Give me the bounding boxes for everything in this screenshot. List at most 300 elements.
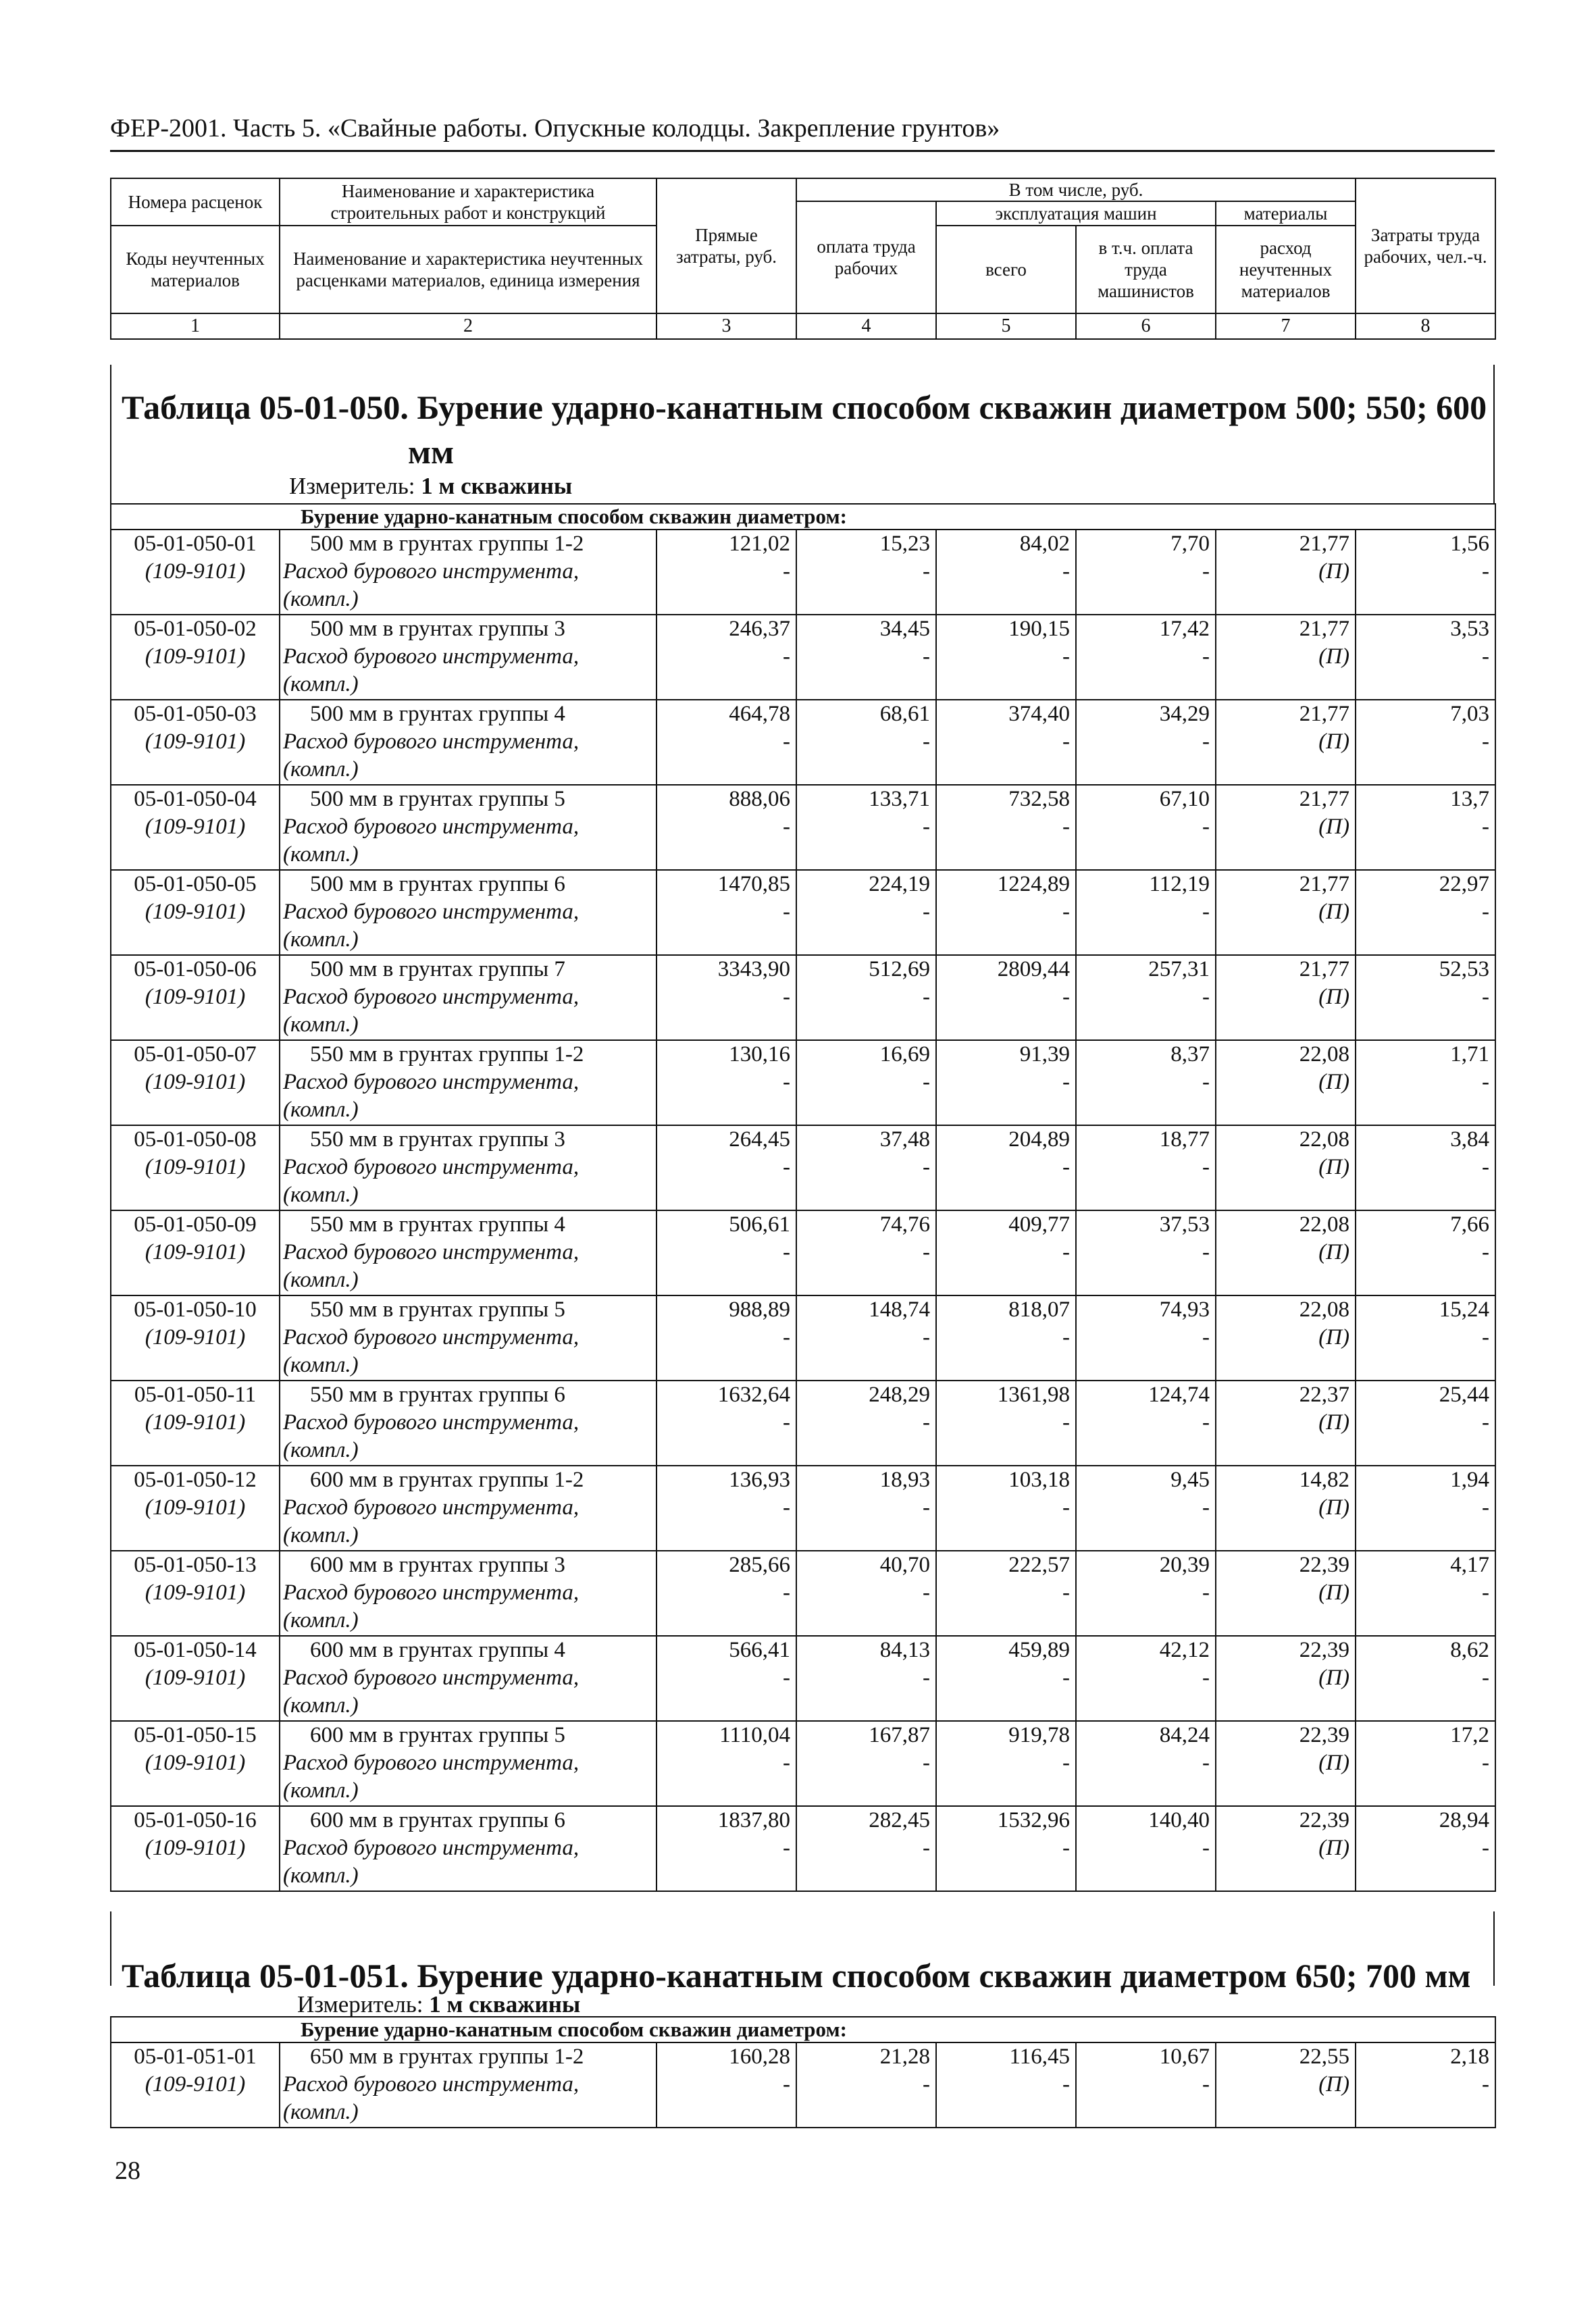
material-code-text: (109-9101): [145, 1495, 246, 1520]
rate-code: 05-01-050-14: [134, 1638, 257, 1662]
material-unit: (компл.): [283, 757, 359, 781]
column-number: 7: [1216, 313, 1356, 339]
dash: -: [1062, 1325, 1070, 1349]
dash: -: [783, 559, 790, 584]
meter-label: Измеритель:: [289, 473, 415, 499]
running-head: ФЕР-2001. Часть 5. «Свайные работы. Опускные колодцы. Закрепление грунтов»: [110, 114, 1000, 143]
work-name-cell: [280, 615, 657, 700]
header-including: В том числе, руб.: [796, 178, 1356, 201]
value-cell-c3: [657, 615, 796, 700]
value: 67,10: [1159, 787, 1210, 811]
value-cell-c8: [1356, 1466, 1495, 1551]
work-name-cell: [280, 530, 657, 615]
value-cell-c6: [1076, 1636, 1216, 1721]
column-number: 8: [1356, 313, 1495, 339]
table-row: [111, 870, 1495, 955]
material-code: [117, 1749, 274, 1777]
value: 190,15: [1008, 617, 1070, 641]
value-cell-c5: [936, 1636, 1076, 1721]
dash: -: [783, 644, 790, 669]
material-unit: (компл.): [283, 1268, 359, 1292]
work-name: 550 мм в грунтах группы 4: [310, 1212, 565, 1237]
dash: -: [1062, 1155, 1070, 1179]
work-name: 600 мм в грунтах группы 3: [310, 1553, 565, 1577]
work-name: 500 мм в грунтах группы 4: [310, 702, 565, 726]
value: 84,24: [1159, 1723, 1210, 1747]
value: 506,61: [729, 1212, 790, 1237]
frame-line: [1493, 365, 1495, 503]
dash: -: [923, 1751, 930, 1775]
material-name: Расход бурового инструмента,: [283, 1410, 580, 1435]
value: 21,77: [1299, 872, 1349, 896]
dash: -: [1202, 1155, 1210, 1179]
material-unit: (компл.): [283, 927, 359, 952]
rate-code: 05-01-050-01: [134, 532, 257, 556]
value-cell-c5: [936, 1125, 1076, 1210]
value: 224,19: [869, 872, 930, 896]
header-machines-total: всего: [936, 226, 1076, 313]
value: 22,97: [1439, 872, 1490, 896]
value-cell-c6: [1076, 1040, 1216, 1125]
dash: -: [1482, 644, 1490, 669]
value: 1470,85: [717, 872, 790, 896]
dash: -: [783, 1155, 790, 1179]
value-cell-c6: [1076, 2042, 1216, 2128]
norm-mark: (П): [1318, 644, 1349, 669]
material-name: Расход бурового инструмента,: [283, 1751, 580, 1775]
norm-mark: (П): [1318, 1240, 1349, 1264]
value: 103,18: [1008, 1468, 1070, 1492]
value: 1224,89: [997, 872, 1070, 896]
material-code-text: (109-9101): [145, 1836, 246, 1860]
value-cell-c8: [1356, 1721, 1495, 1806]
table-row: [111, 1125, 1495, 1210]
value: 10,67: [1159, 2045, 1210, 2069]
value: 136,93: [729, 1468, 790, 1492]
dash: -: [1202, 985, 1210, 1009]
value: 7,66: [1450, 1212, 1490, 1237]
value-cell-c6: [1076, 1466, 1216, 1551]
value: 7,70: [1170, 532, 1210, 556]
value: 1837,80: [717, 1808, 790, 1832]
dash: -: [783, 2072, 790, 2097]
value: 34,29: [1159, 702, 1210, 726]
value-cell-c3: [657, 700, 796, 785]
value: 17,2: [1450, 1723, 1490, 1747]
dash: -: [1202, 1070, 1210, 1094]
value: 25,44: [1439, 1383, 1490, 1407]
value-cell-c5: [936, 870, 1076, 955]
material-unit: (компл.): [283, 842, 359, 867]
norm-mark: (П): [1318, 729, 1349, 754]
material-code: [117, 558, 274, 586]
value: 888,06: [729, 787, 790, 811]
value-cell-c4: [796, 1806, 936, 1891]
value: 18,77: [1159, 1127, 1210, 1152]
value: 1110,04: [719, 1723, 790, 1747]
group-label: Бурение ударно-канатным способом скважин диаметром:: [111, 2017, 1495, 2042]
value: 22,55: [1299, 2045, 1349, 2069]
value: 22,08: [1299, 1127, 1349, 1152]
value-cell-c6: [1076, 530, 1216, 615]
norm-mark: (П): [1318, 1155, 1349, 1179]
value: 18,93: [879, 1468, 930, 1492]
material-unit: (компл.): [283, 1438, 359, 1462]
rate-code: 05-01-050-06: [134, 957, 257, 981]
value-cell-c4: [796, 1721, 936, 1806]
value-cell-c3: [657, 1295, 796, 1381]
header-machinist-wages: в т.ч. оплата труда машинистов: [1076, 226, 1216, 313]
dash: -: [783, 900, 790, 924]
value-cell-c3: [657, 1125, 796, 1210]
material-code-text: (109-9101): [145, 2072, 246, 2097]
value-cell-c4: [796, 2042, 936, 2128]
norm-mark: (П): [1318, 900, 1349, 924]
dash: -: [1202, 1836, 1210, 1860]
value: 459,89: [1008, 1638, 1070, 1662]
meter-value: 1 м скважины: [421, 473, 573, 499]
value-cell-c4: [796, 955, 936, 1040]
dash: -: [783, 1751, 790, 1775]
rate-code-cell: [111, 530, 280, 615]
material-name: Расход бурового инструмента,: [283, 1240, 580, 1264]
dash: -: [923, 2072, 930, 2097]
rate-code: 05-01-050-09: [134, 1212, 257, 1237]
value: 566,41: [729, 1638, 790, 1662]
rate-code-cell: [111, 1636, 280, 1721]
dash: -: [923, 1155, 930, 1179]
dash: -: [1482, 985, 1490, 1009]
table-row: [111, 1040, 1495, 1125]
value: 68,61: [879, 702, 930, 726]
material-code-text: (109-9101): [145, 1666, 246, 1690]
dash: -: [1202, 1751, 1210, 1775]
value: 15,23: [879, 532, 930, 556]
column-header-table: [110, 178, 1496, 340]
dash: -: [1202, 900, 1210, 924]
dash: -: [923, 1070, 930, 1094]
value-cell-c4: [796, 615, 936, 700]
value-cell-c5: [936, 530, 1076, 615]
dash: -: [1202, 1410, 1210, 1435]
value: 116,45: [1009, 2045, 1070, 2069]
rate-code-cell: [111, 615, 280, 700]
material-unit: (компл.): [283, 587, 359, 611]
dash: -: [923, 1325, 930, 1349]
value-cell-c5: [936, 955, 1076, 1040]
value: 130,16: [729, 1042, 790, 1066]
table-row: [111, 1295, 1495, 1381]
value: 40,70: [879, 1553, 930, 1577]
norm-mark: (П): [1318, 1070, 1349, 1094]
rate-code: 05-01-050-16: [134, 1808, 257, 1832]
material-code: [117, 643, 274, 671]
dash: -: [1202, 1240, 1210, 1264]
header-labor-costs: Затраты труда рабочих, чел.-ч.: [1356, 178, 1495, 313]
table-row: [111, 785, 1495, 870]
frame-line: [110, 365, 111, 503]
header-direct-costs: Прямые затраты, руб.: [657, 178, 796, 313]
material-code-text: (109-9101): [145, 1410, 246, 1435]
table-row: [111, 1466, 1495, 1551]
dash: -: [1482, 1155, 1490, 1179]
value: 1,56: [1450, 532, 1490, 556]
value: 285,66: [729, 1553, 790, 1577]
header-wages: оплата труда рабочих: [796, 201, 936, 313]
material-unit: (компл.): [283, 1183, 359, 1207]
material-code-text: (109-9101): [145, 559, 246, 584]
value-cell-c8: [1356, 1040, 1495, 1125]
dash: -: [783, 1070, 790, 1094]
frame-line: [110, 1911, 111, 1986]
dash: -: [1062, 900, 1070, 924]
group-row: [111, 2017, 1495, 2042]
rate-code: 05-01-050-02: [134, 617, 257, 641]
value-cell-c8: [1356, 955, 1495, 1040]
material-name: Расход бурового инструмента,: [283, 1836, 580, 1860]
meter-label: Измеритель:: [297, 1991, 423, 2017]
value: 133,71: [869, 787, 930, 811]
dash: -: [923, 985, 930, 1009]
value-cell-c7: [1216, 955, 1356, 1040]
value: 121,02: [729, 532, 790, 556]
value-cell-c5: [936, 785, 1076, 870]
rate-code: 05-01-050-11: [134, 1383, 257, 1407]
dash: -: [1482, 1580, 1490, 1605]
value-cell-c3: [657, 785, 796, 870]
value-cell-c7: [1216, 530, 1356, 615]
value-cell-c4: [796, 1295, 936, 1381]
rate-code-cell: [111, 1040, 280, 1125]
value-cell-c7: [1216, 615, 1356, 700]
value: 3,53: [1450, 617, 1490, 641]
dash: -: [783, 1240, 790, 1264]
dash: -: [923, 1495, 930, 1520]
value-cell-c8: [1356, 1381, 1495, 1466]
dash: -: [783, 729, 790, 754]
value-cell-c4: [796, 785, 936, 870]
value-cell-c7: [1216, 870, 1356, 955]
rate-code: 05-01-050-07: [134, 1042, 257, 1066]
dash: -: [1202, 2072, 1210, 2097]
value: 112,19: [1149, 872, 1210, 896]
material-code: [117, 1664, 274, 1692]
rate-code-cell: [111, 1551, 280, 1636]
value-cell-c5: [936, 1721, 1076, 1806]
value: 22,37: [1299, 1383, 1349, 1407]
material-code: [117, 728, 274, 756]
value-cell-c8: [1356, 1125, 1495, 1210]
dash: -: [1482, 1240, 1490, 1264]
dash: -: [1202, 1580, 1210, 1605]
material-unit: (компл.): [283, 1098, 359, 1122]
value-cell-c7: [1216, 1210, 1356, 1295]
rate-code-cell: [111, 1721, 280, 1806]
header-work-name: Наименование и характеристика строительных работ и конструкций: [280, 178, 657, 226]
value-cell-c5: [936, 1466, 1076, 1551]
work-name: 500 мм в грунтах группы 1-2: [310, 532, 584, 556]
value: 22,08: [1299, 1042, 1349, 1066]
dash: -: [1482, 1666, 1490, 1690]
value-cell-c3: [657, 955, 796, 1040]
value: 374,40: [1008, 702, 1070, 726]
dash: -: [1482, 1495, 1490, 1520]
value-cell-c5: [936, 700, 1076, 785]
value-cell-c8: [1356, 1551, 1495, 1636]
table-050-title: [122, 385, 1487, 474]
material-name: Расход бурового инструмента,: [283, 2072, 580, 2097]
value: 22,08: [1299, 1297, 1349, 1322]
value-cell-c3: [657, 1210, 796, 1295]
material-code-text: (109-9101): [145, 1155, 246, 1179]
rate-code: 05-01-050-04: [134, 787, 257, 811]
norm-mark: (П): [1318, 2072, 1349, 2097]
dash: -: [1202, 729, 1210, 754]
value: 7,03: [1450, 702, 1490, 726]
material-code: [117, 1494, 274, 1522]
material-unit: (компл.): [283, 1012, 359, 1037]
header-material-consumption: расход неучтенных материалов: [1216, 226, 1356, 313]
dash: -: [1482, 1410, 1490, 1435]
value: 22,39: [1299, 1808, 1349, 1832]
value: 22,39: [1299, 1723, 1349, 1747]
column-number: 2: [280, 313, 657, 339]
value-cell-c7: [1216, 785, 1356, 870]
header-materials: материалы: [1216, 201, 1356, 226]
value-cell-c5: [936, 1806, 1076, 1891]
dash: -: [1482, 1325, 1490, 1349]
table-row: [111, 2042, 1495, 2128]
material-unit: (компл.): [283, 1608, 359, 1632]
dash: -: [783, 1325, 790, 1349]
dash: -: [1482, 815, 1490, 839]
table-row: [111, 1636, 1495, 1721]
value: 22,39: [1299, 1553, 1349, 1577]
dash: -: [923, 1836, 930, 1860]
value-cell-c5: [936, 1551, 1076, 1636]
work-name-cell: [280, 700, 657, 785]
value-cell-c3: [657, 870, 796, 955]
dash: -: [1062, 559, 1070, 584]
value: 1,94: [1450, 1468, 1490, 1492]
dash: -: [1202, 1666, 1210, 1690]
material-name: Расход бурового инструмента,: [283, 1580, 580, 1605]
material-unit: (компл.): [283, 1778, 359, 1803]
rate-code: 05-01-051-01: [134, 2045, 257, 2069]
material-code: [117, 2071, 274, 2099]
value-cell-c8: [1356, 700, 1495, 785]
value-cell-c6: [1076, 1210, 1216, 1295]
value-cell-c7: [1216, 2042, 1356, 2128]
value: 52,53: [1439, 957, 1490, 981]
material-code: [117, 1834, 274, 1862]
rate-code-cell: [111, 1381, 280, 1466]
material-name: Расход бурового инструмента,: [283, 900, 580, 924]
dash: -: [1482, 1836, 1490, 1860]
material-name: Расход бурового инструмента,: [283, 815, 580, 839]
value: 1361,98: [997, 1383, 1070, 1407]
value: 22,08: [1299, 1212, 1349, 1237]
material-unit: (компл.): [283, 672, 359, 696]
material-code-text: (109-9101): [145, 644, 246, 669]
dash: -: [923, 1666, 930, 1690]
dash: -: [1482, 729, 1490, 754]
rate-code-cell: [111, 2042, 280, 2128]
norm-mark: (П): [1318, 1666, 1349, 1690]
value-cell-c3: [657, 1721, 796, 1806]
rate-code-cell: [111, 870, 280, 955]
work-name: 650 мм в грунтах группы 1-2: [310, 2045, 584, 2069]
table-050-title-line2: мм: [408, 433, 455, 471]
value: 84,13: [879, 1638, 930, 1662]
dash: -: [783, 1836, 790, 1860]
value-cell-c8: [1356, 1210, 1495, 1295]
work-name: 500 мм в грунтах группы 7: [310, 957, 565, 981]
dash: -: [1062, 815, 1070, 839]
rate-code-cell: [111, 955, 280, 1040]
value: 160,28: [729, 2045, 790, 2069]
value-cell-c7: [1216, 1806, 1356, 1891]
value: 124,74: [1148, 1383, 1210, 1407]
work-name-cell: [280, 1636, 657, 1721]
dash: -: [1062, 1836, 1070, 1860]
dash: -: [923, 559, 930, 584]
material-name: Расход бурового инструмента,: [283, 729, 580, 754]
value-cell-c7: [1216, 1721, 1356, 1806]
value: 21,77: [1299, 957, 1349, 981]
value-cell-c4: [796, 1210, 936, 1295]
value: 257,31: [1148, 957, 1210, 981]
table-row: [111, 955, 1495, 1040]
value: 988,89: [729, 1297, 790, 1322]
value-cell-c7: [1216, 1551, 1356, 1636]
dash: -: [923, 729, 930, 754]
dash: -: [1482, 2072, 1490, 2097]
value-cell-c6: [1076, 1125, 1216, 1210]
value: 1532,96: [997, 1808, 1070, 1832]
value: 167,87: [869, 1723, 930, 1747]
table-050-meter: [289, 473, 572, 500]
table-051-body: [110, 2016, 1496, 2128]
value: 13,7: [1450, 787, 1490, 811]
material-code-text: (109-9101): [145, 1580, 246, 1605]
dash: -: [1202, 815, 1210, 839]
value-cell-c8: [1356, 530, 1495, 615]
dash: -: [1062, 644, 1070, 669]
value: 21,77: [1299, 532, 1349, 556]
value-cell-c7: [1216, 1040, 1356, 1125]
norm-mark: (П): [1318, 1495, 1349, 1520]
material-code-text: (109-9101): [145, 900, 246, 924]
dash: -: [923, 644, 930, 669]
value: 37,48: [879, 1127, 930, 1152]
value-cell-c4: [796, 1381, 936, 1466]
dash: -: [783, 985, 790, 1009]
rate-code-cell: [111, 700, 280, 785]
dash: -: [783, 815, 790, 839]
column-numbers-row: [111, 313, 1495, 339]
value: 91,39: [1019, 1042, 1070, 1066]
material-code: [117, 1324, 274, 1352]
value-cell-c3: [657, 1806, 796, 1891]
work-name: 600 мм в грунтах группы 5: [310, 1723, 565, 1747]
material-name: Расход бурового инструмента,: [283, 644, 580, 669]
dash: -: [1062, 1495, 1070, 1520]
value: 2,18: [1450, 2045, 1490, 2069]
value: 282,45: [869, 1808, 930, 1832]
value-cell-c3: [657, 1466, 796, 1551]
dash: -: [1062, 1580, 1070, 1605]
